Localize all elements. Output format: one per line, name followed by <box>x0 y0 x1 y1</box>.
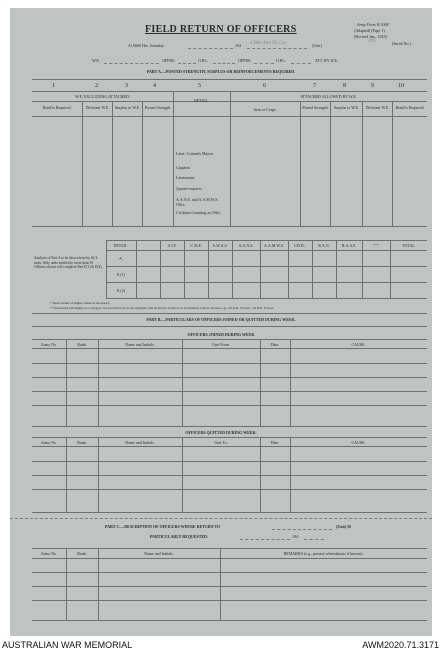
col-number: 9 <box>371 83 374 89</box>
col-header: Reinf'ts Required. <box>42 105 72 110</box>
analysis-row-label: E.(1) <box>116 272 126 277</box>
col-number: 4 <box>153 83 156 89</box>
col-number: 5 <box>198 83 201 89</box>
col-number: 3 <box>125 83 128 89</box>
part-c-year: 194 <box>292 534 298 539</box>
form-title: FIELD RETURN OF OFFICERS <box>145 24 297 35</box>
col-number: 10 <box>398 83 404 89</box>
army-form-adapted: (Adapted) (Page 1) <box>354 28 385 33</box>
we-ors-2: O.R's. <box>276 58 286 63</box>
quitted-col-header: CAUSE. <box>351 440 366 445</box>
joined-col-header: CAUSE. <box>351 342 366 347</box>
analysis-header: A.A.M.W.S. <box>264 243 284 248</box>
rank-captains: Captains <box>176 165 190 170</box>
part-c-col-header: REMARKS (e.g., present whereabouts if known). <box>283 551 364 556</box>
part-c-requested: PARTICULARLY REQUESTED. <box>150 534 208 539</box>
col-number: 8 <box>343 83 346 89</box>
col-number: 1 <box>52 83 55 89</box>
quitted-col-header: Rank. <box>77 440 87 445</box>
unit-label: (Unit) <box>312 43 322 48</box>
quitted-col-header: Army No. <box>40 440 58 445</box>
handwritten-serial: 209 <box>368 39 376 44</box>
analysis-header: A.W.A.S. <box>212 243 228 248</box>
army-form-number: Army Form W.3008 <box>357 22 389 27</box>
we-offrs-1: OFFRS. <box>162 58 176 63</box>
archive-accession-number: AWM2020.71.3171 <box>362 640 439 650</box>
col-number: 6 <box>263 83 266 89</box>
col-header: Deficient W.E. <box>365 105 390 110</box>
quitted-col-header: Unit To. <box>214 440 228 445</box>
analysis-header: DETAIL. <box>113 243 129 248</box>
col-header: Posted Strength. <box>144 105 172 110</box>
col-header: Reinf'ts Required. <box>395 105 425 110</box>
army-form-revised: (Revised Jan., 1943) <box>354 34 387 39</box>
analysis-row-label: A. <box>119 256 123 261</box>
col-header: Arm or Corps. <box>253 107 277 112</box>
footnote: ** Personnel belonging to a category not provided for in the analysis will be shown in this Col. Particulars will be shown, e.g., 20 U.K. Forces ; 10 N.E. Forces. <box>50 306 275 310</box>
serial-label: (Serial No.) <box>392 41 411 46</box>
analysis-header: A.I.F. <box>167 243 177 248</box>
col-header: Surplus to W.E. <box>333 105 360 110</box>
analysis-header: R.A.N. <box>318 243 330 248</box>
detail-header: DETAIL. <box>193 98 210 103</box>
we-offrs-2: OFFRS. <box>238 58 252 63</box>
part-a-heading: PART A.—POSTED STRENGTH, SURPLUS OR REINFORCEMENTS REQUIRED. <box>146 69 296 74</box>
rank-quartermasters: Quarter-masters <box>176 186 202 191</box>
col-number: 2 <box>95 83 98 89</box>
analysis-note: Analysis of Part A to be shown here by ALL units. Only units entitled to more than 10 Officers shown will complete Part E(1) & E(2). <box>34 256 103 269</box>
part-c-heading: PART C.—DESCRIPTION OF OFFICERS WHOSE RETURN TO <box>105 524 221 529</box>
archive-name: AUSTRALIAN WAR MEMORIAL <box>2 640 133 650</box>
we-ors-1: O.R's. <box>198 58 208 63</box>
attached-allowed: ATTACHED ALLOWED BY W.E. <box>300 94 357 99</box>
rank-lt-col-majors: Lieut.-Colonels Majors <box>176 151 214 156</box>
part-b-heading: PART B.—PARTICULARS OF OFFICERS JOINED OR QUITTED DURING WEEK. <box>146 317 296 322</box>
footnote: * Insert detail of higher ranks as necessary. <box>50 301 111 305</box>
part-c-col-header: Rank. <box>77 551 87 556</box>
hours-year: 194 <box>235 43 241 48</box>
part-c-unit-is: (Unit) IS <box>336 524 352 529</box>
col-header: Posted Strength. <box>302 105 329 110</box>
analysis-header: R.A.A.F. <box>341 243 357 248</box>
rank-aans: A.A.N.S. and A.A.M.W.S. Offrs. <box>176 197 219 207</box>
analysis-header: A.A.N.S. <box>238 243 254 248</box>
analysis-header: * * <box>373 243 379 248</box>
part-c-col-header: Army No. <box>40 551 58 556</box>
col-header: Deficient W.E. <box>85 105 110 110</box>
hours-label: At 0600 Hrs. Saturday <box>128 43 164 48</box>
quitted-col-header: Name and Initials. <box>125 440 155 445</box>
part-c-col-header: Name and Initials. <box>144 551 174 556</box>
joined-title: OFFICERS JOINED DURING WEEK <box>187 332 255 337</box>
col-number: 7 <box>313 83 316 89</box>
analysis-header: C.M.F. <box>190 243 202 248</box>
analysis-header: TOTAL <box>402 243 415 248</box>
we-excluding-attached: W.E. EXCLUDING ATTACHED. <box>75 94 130 99</box>
rank-lieutenants: Lieutenants <box>176 175 195 180</box>
archive-footer <box>0 636 442 653</box>
rank-civilians: Civilians Counting as Offrs. <box>176 210 222 215</box>
analysis-row-label: E.(2) <box>116 288 126 293</box>
joined-col-header: Rank. <box>77 342 87 347</box>
analysis-header: CIVIL. <box>294 243 306 248</box>
we-label: W.E. <box>92 58 100 63</box>
we-att: ATT. BY W.E. <box>315 58 339 63</box>
col-header: Surplus to W.E. <box>114 105 141 110</box>
handwritten-unit: 4 Bde Anti Tk Coy <box>250 41 287 46</box>
form-sheet <box>10 8 432 636</box>
joined-col-header: Army No. <box>40 342 58 347</box>
quitted-title: OFFICERS QUITTED DURING WEEK. <box>185 430 257 435</box>
joined-col-header: Name and Initials. <box>125 342 155 347</box>
quitted-col-header: Date. <box>270 440 280 445</box>
joined-col-header: Unit From. <box>212 342 230 347</box>
joined-col-header: Date. <box>270 342 280 347</box>
